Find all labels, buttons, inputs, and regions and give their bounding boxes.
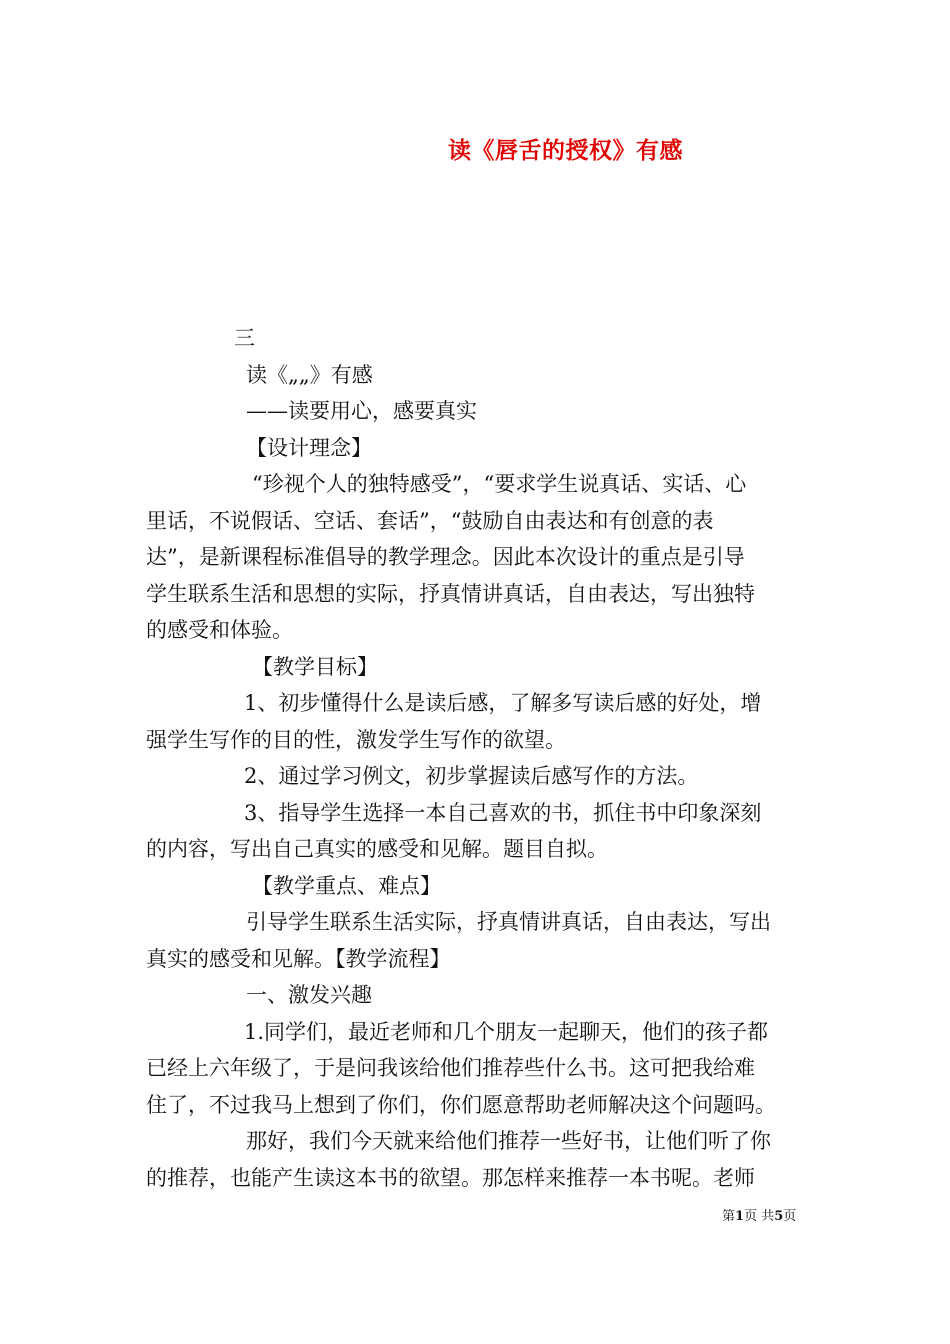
text-line: 的感受和体验。 [146,618,293,642]
text-line: 那好，我们今天就来给他们推荐一些好书，让他们听了你 [246,1129,771,1153]
text-line: 1、初步懂得什么是读后感，了解多写读后感的好处，增 [244,691,762,715]
footer-middle: 页 共 [744,1209,775,1224]
text-line: 学生联系生活和思想的实际，抒真情讲真话，自由表达，写出独特 [146,581,755,606]
text-line: 真实的感受和见解。【教学流程】 [146,946,451,971]
text-line: 里话，不说假话、空话、套话”，“鼓励自由表达和有创意的表 [146,508,714,533]
text-line: 3、指导学生选择一本自己喜欢的书，抓住书中印象深刻 [244,800,762,825]
text-line: 强学生写作的目的性，激发学生写作的欲望。 [146,727,566,752]
text-line: 1.同学们，最近老师和几个朋友一起聊天，他们的孩子都 [244,1019,769,1044]
footer-total-pages: 5 [774,1209,784,1224]
text-line: 住了，不过我马上想到了你们，你们愿意帮助老师解决这个问题吗。 [146,1092,776,1117]
text-line: 一、激发兴趣 [246,983,372,1007]
text-line: 已经上六年级了，于是问我该给他们推荐些什么书。这可把我给难 [146,1056,755,1080]
footer-prefix: 第 [722,1209,736,1224]
text-line: 读《„„》有感 [246,362,373,387]
text-line: ——读要用心，感要真实 [246,399,477,423]
text-line: 2、通过学习例文，初步掌握读后感写作的方法。 [244,764,699,788]
text-line: 引导学生联系生活实际，抒真情讲真话，自由表达，写出 [246,910,771,934]
text-line: 【教学重点、难点】 [252,873,441,898]
text-line: 【设计理念】 [246,435,372,460]
document-body [146,320,806,1196]
footer-current-page: 1 [735,1209,745,1224]
text-line: 的推荐，也能产生读这本书的欲望。那怎样来推荐一本书呢。老师 [146,1165,755,1190]
text-line: “珍视个人的独特感受”，“要求学生说真话、实话、心 [252,472,747,496]
text-line: 【教学目标】 [252,654,378,679]
footer-suffix: 页 [783,1209,797,1224]
text-line: 三 [234,326,255,350]
page-footer [722,1205,796,1224]
document-title: 读《唇舌的授权》有感 [448,137,683,164]
text-line: 达”，是新课程标准倡导的教学理念。因此本次设计的重点是引导 [146,545,745,569]
text-line: 的内容，写出自己真实的感受和见解。题目自拟。 [146,837,608,861]
